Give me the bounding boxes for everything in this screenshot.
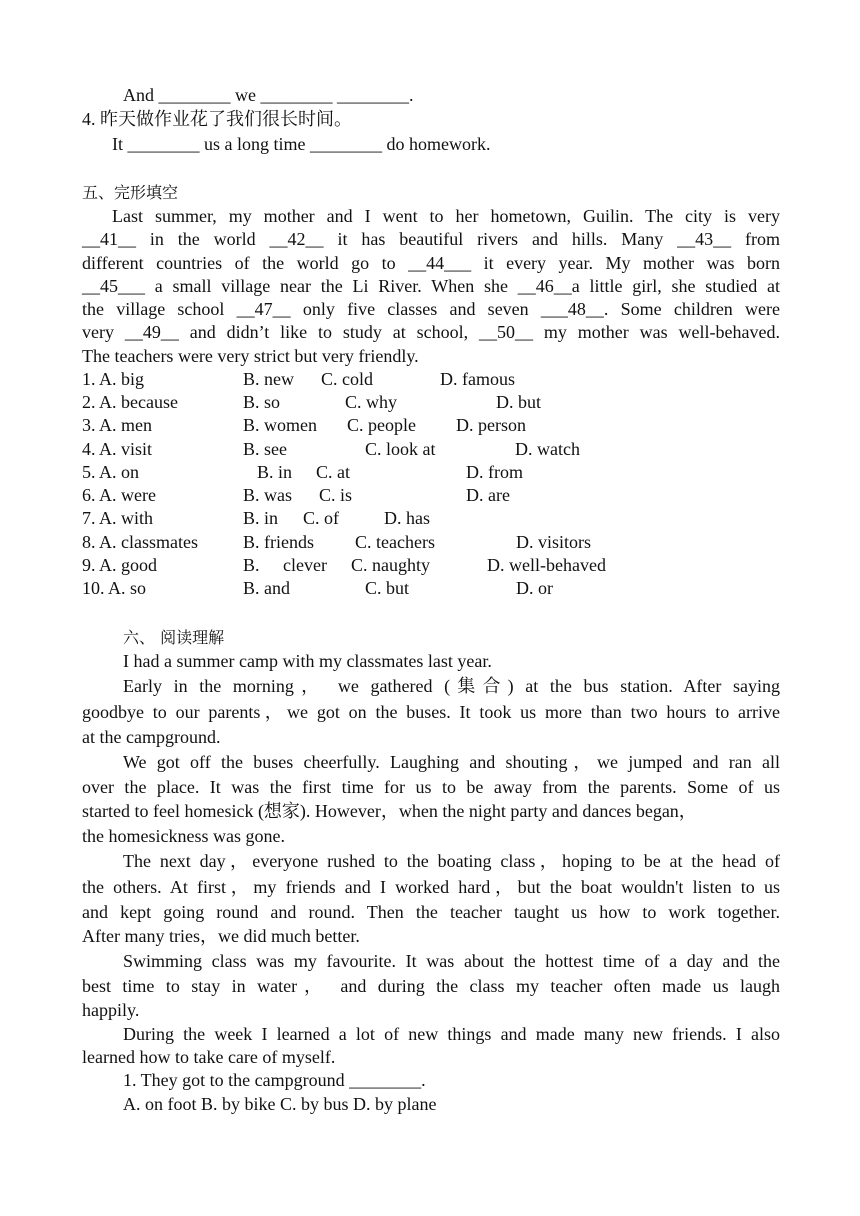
reading-line: After many tries，we did much better.: [82, 926, 360, 946]
reading-line: I had a summer camp with my classmates last year.: [123, 651, 492, 671]
reading-line: Swimming class was my favourite. It was about the hottest time of a day and the: [123, 951, 780, 971]
option-d: D. visitors: [516, 532, 592, 552]
translation-line-and: And ________ we ________ ________.: [123, 85, 414, 105]
option-d: D. watch: [515, 439, 580, 459]
option-a: 5. A. on: [82, 462, 140, 482]
option-c: C. look at: [365, 439, 436, 459]
option-c: C. of: [303, 508, 339, 528]
cloze-passage-line: __45___ a small village near the Li River. When she __46__a little girl, she studied at: [82, 276, 780, 296]
option-b: B. new: [243, 369, 294, 389]
reading-line: started to feel homesick (想家). However，when the night party and dances began，: [82, 801, 697, 821]
option-d: D. person: [456, 415, 526, 435]
option-c: C. naughty: [351, 555, 430, 575]
option-a: 1. A. big: [82, 369, 145, 389]
option-a: 8. A. classmates: [82, 532, 198, 552]
reading-line: We got off the buses cheerfully. Laughing and shouting，we jumped and ran all: [123, 752, 780, 772]
option-d: D. or: [516, 578, 553, 598]
option-d: D. from: [466, 462, 523, 482]
option-c: C. at: [316, 462, 350, 482]
reading-line: the others. At first，my friends and I worked hard，but the boat wouldn't listen to us: [82, 877, 780, 897]
option-a: 4. A. visit: [82, 439, 153, 459]
option-c: C. is: [319, 485, 353, 505]
translation-question-4-english: It ________ us a long time ________ do homework.: [112, 134, 491, 154]
reading-heading: 六、 阅读理解: [123, 628, 225, 647]
option-b: B. in: [243, 508, 279, 528]
option-c: C. cold: [321, 369, 373, 389]
reading-line: Early in the morning， we gathered (集合) at the bus station. After saying: [123, 676, 780, 696]
reading-line: During the week I learned a lot of new things and made many new friends. I also: [123, 1024, 780, 1044]
cloze-passage-line: The teachers were very strict but very friendly.: [82, 346, 419, 366]
option-d: D. has: [384, 508, 430, 528]
reading-line: the homesickness was gone.: [82, 826, 285, 846]
option-d: D. well-behaved: [487, 555, 606, 575]
option-b: B. friends: [243, 532, 314, 552]
cloze-passage-line: Last summer, my mother and I went to her hometown, Guilin. The city is very: [112, 206, 780, 226]
option-a: 10. A. so: [82, 578, 147, 598]
option-c: C. why: [345, 392, 398, 412]
option-a: 9. A. good: [82, 555, 158, 575]
reading-question-1-options: A. on foot B. by bike C. by bus D. by plane: [123, 1094, 437, 1114]
option-b: B. so: [243, 392, 281, 412]
option-a: 6. A. were: [82, 485, 156, 505]
reading-line: over the place. It was the first time for us to be away from the parents. Some of us: [82, 777, 780, 797]
option-d: D. but: [496, 392, 541, 412]
reading-line: best time to stay in water， and during the class my teacher often made us laugh: [82, 976, 780, 996]
option-b: B. and: [243, 578, 290, 598]
cloze-passage-line: very __49__ and didn’t like to study at school, __50__ my mother was well-behaved.: [82, 322, 780, 342]
option-b: B.: [243, 555, 260, 575]
cloze-passage-line: the village school __47__ only five classes and seven ___48__. Some children were: [82, 299, 780, 319]
reading-line: goodbye to our parents，we got on the buses. It took us more than two hours to arrive: [82, 702, 780, 722]
option-c: C. but: [365, 578, 410, 598]
option-b: B. women: [243, 415, 317, 435]
option-a: 7. A. with: [82, 508, 154, 528]
option-d: D. are: [466, 485, 510, 505]
option-b-text: clever: [283, 555, 327, 575]
reading-line: at the campground.: [82, 727, 221, 747]
reading-line: happily.: [82, 1000, 140, 1020]
reading-line: The next day，everyone rushed to the boating class，hoping to be at the head of: [123, 851, 780, 871]
reading-line: and kept going round and round. Then the teacher taught us how to work together.: [82, 902, 780, 922]
option-a: 2. A. because: [82, 392, 178, 412]
reading-question-1: 1. They got to the campground ________.: [123, 1070, 426, 1090]
option-b: B. see: [243, 439, 287, 459]
option-d: D. famous: [440, 369, 515, 389]
option-c: C. people: [347, 415, 416, 435]
cloze-heading: 五、完形填空: [82, 183, 179, 202]
option-b: B. was: [243, 485, 292, 505]
cloze-passage-line: __41__ in the world __42__ it has beautiful rivers and hills. Many __43__ from: [82, 229, 780, 249]
reading-line: learned how to take care of myself.: [82, 1047, 336, 1067]
option-c: C. teachers: [355, 532, 435, 552]
option-b: B. in: [257, 462, 293, 482]
cloze-passage-line: different countries of the world go to __44___ it every year. My mother was born: [82, 253, 780, 273]
translation-question-4-chinese: 4. 昨天做作业花了我们很长时间。: [82, 109, 352, 129]
option-a: 3. A. men: [82, 415, 152, 435]
